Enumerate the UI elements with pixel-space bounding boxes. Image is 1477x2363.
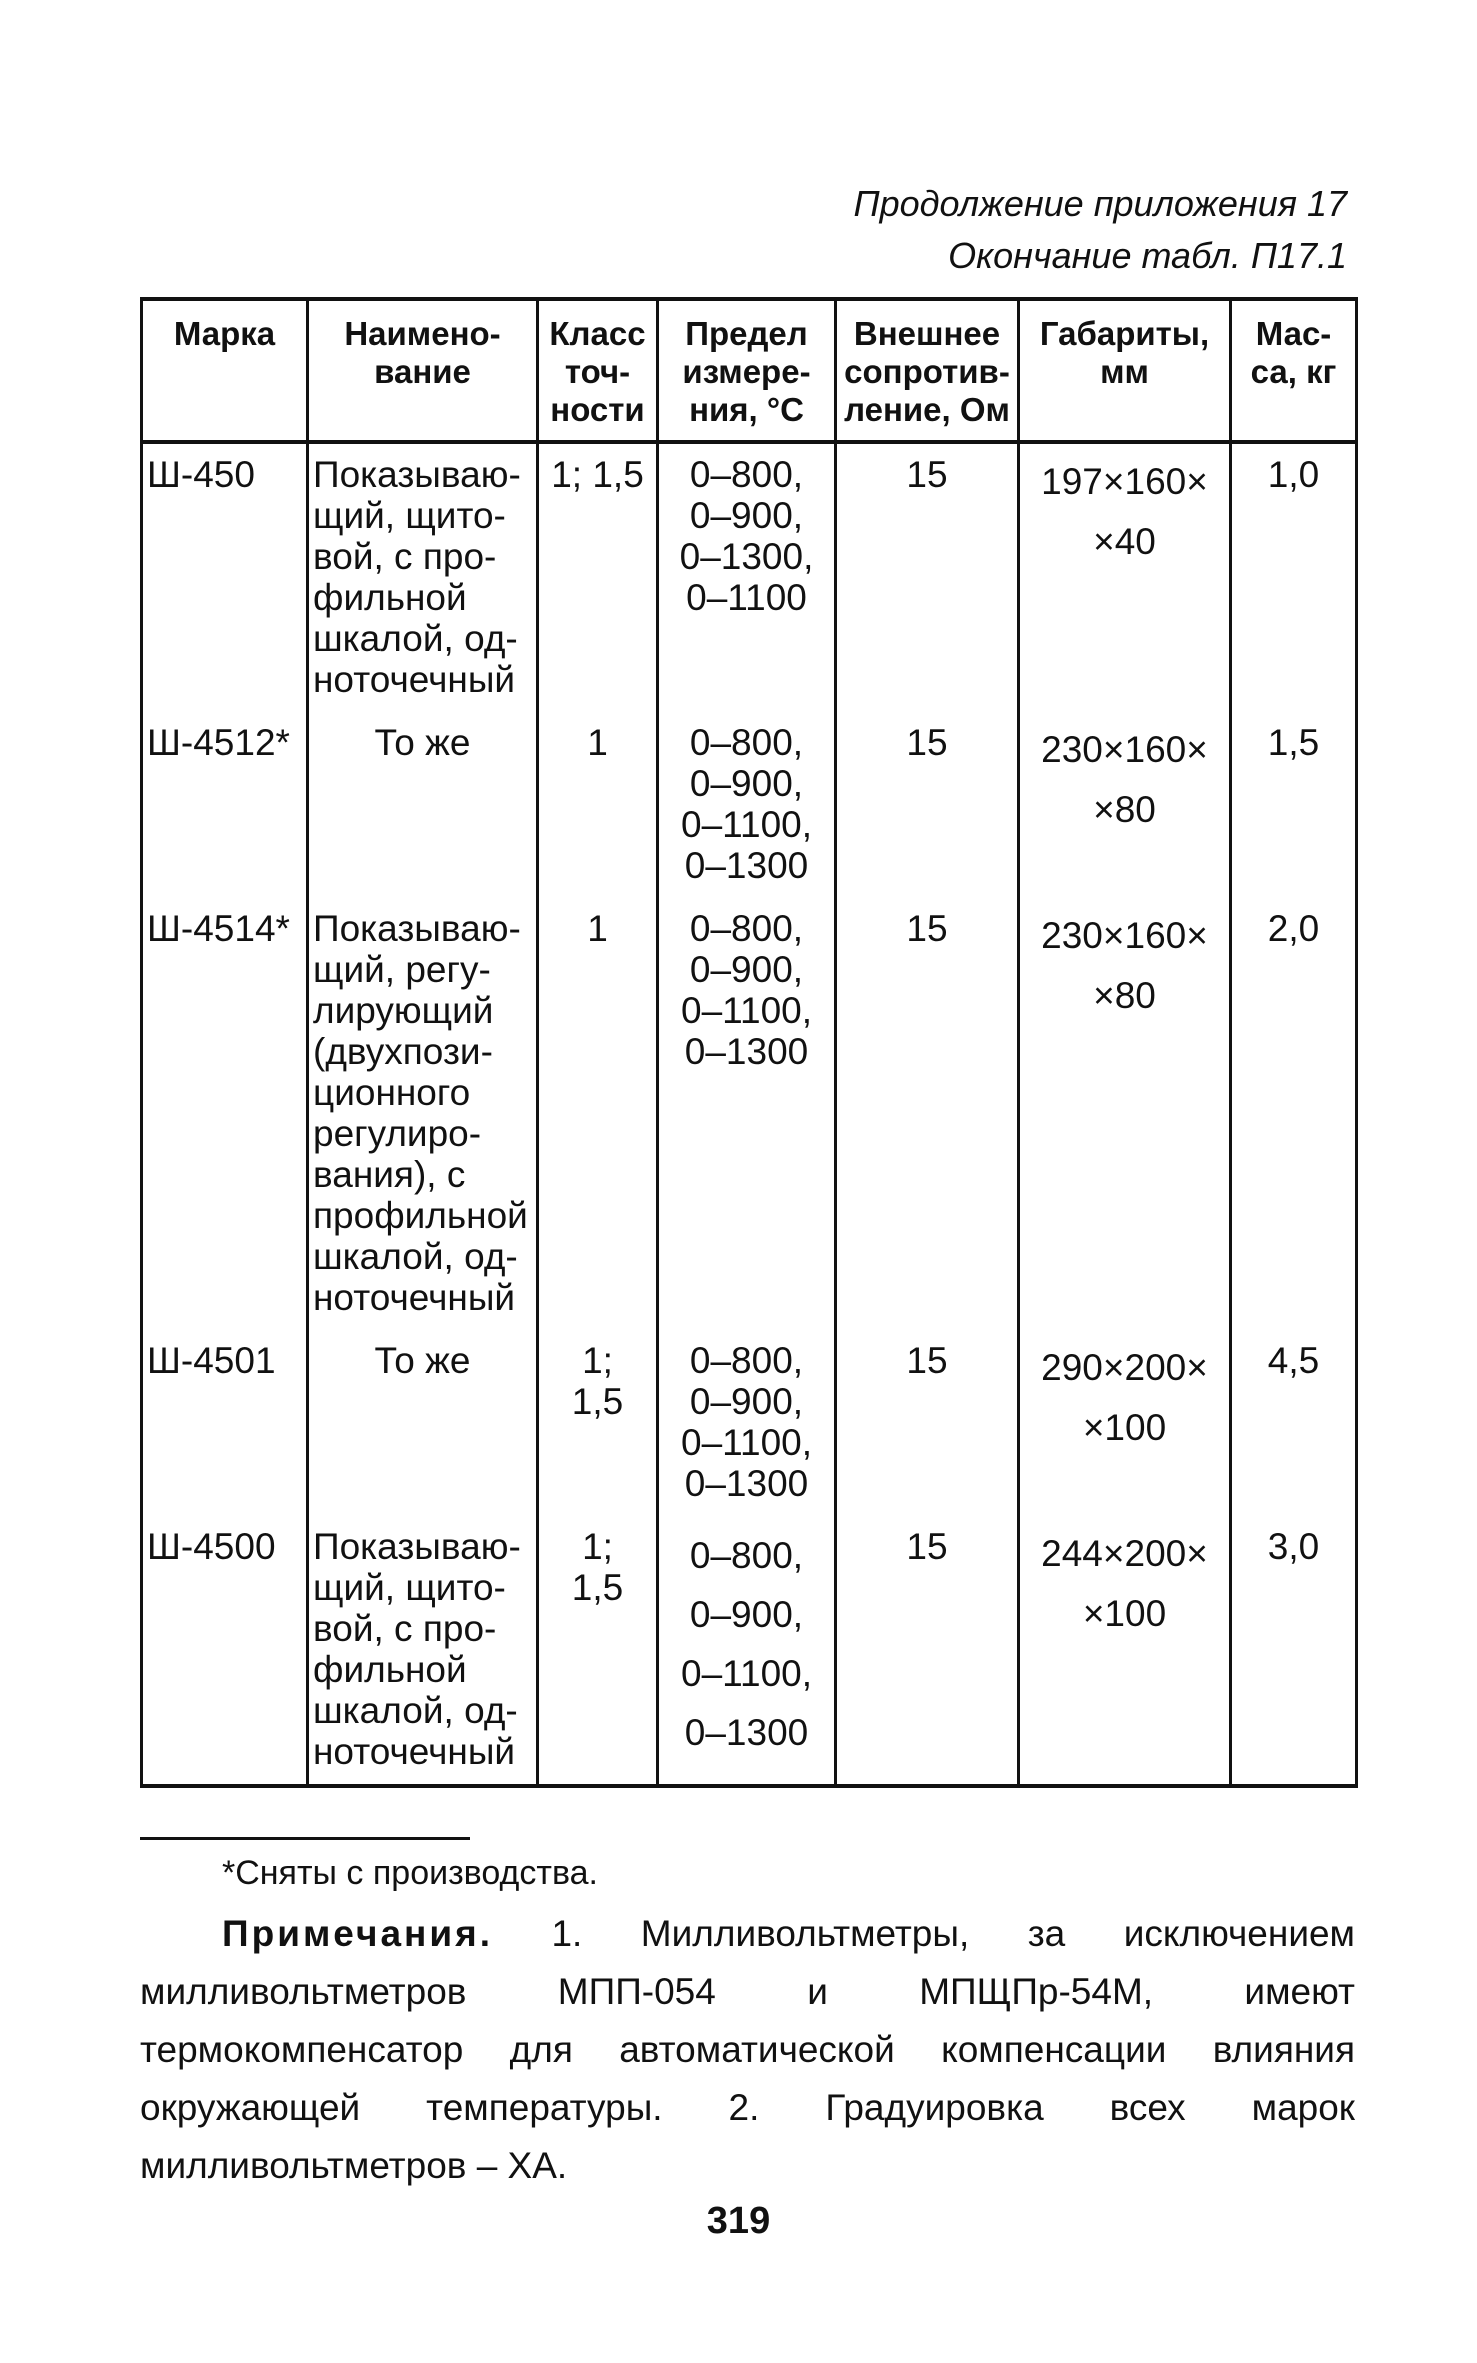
footnote: *Сняты с производства. — [222, 1854, 598, 1892]
cell-accuracy: 1; 1,5 — [538, 442, 658, 712]
millivoltmeter-table — [140, 297, 1358, 1788]
cell-accuracy: 1; 1,5 — [538, 1516, 658, 1786]
col-header-accuracy: Класс точ- ности — [538, 299, 658, 442]
notes-paragraph — [140, 1905, 1355, 2195]
cell-accuracy: 1; 1,5 — [538, 1330, 658, 1516]
col-header-dimensions: Габариты, мм — [1019, 299, 1231, 442]
cell-brand: Ш-450 — [142, 442, 308, 712]
cell-mass: 4,5 — [1231, 1330, 1357, 1516]
cell-range: 0–800, 0–900, 0–1100, 0–1300 — [658, 898, 836, 1330]
cell-range: 0–800, 0–900, 0–1300, 0–1100 — [658, 442, 836, 712]
cell-mass: 1,5 — [1231, 712, 1357, 898]
cell-dimensions: 197×160× ×40 — [1019, 442, 1231, 712]
col-header-range: Предел измере- ния, °С — [658, 299, 836, 442]
cell-resistance: 15 — [836, 442, 1019, 712]
cell-brand: Ш-4501 — [142, 1330, 308, 1516]
cell-mass: 2,0 — [1231, 898, 1357, 1330]
cell-range: 0–800, 0–900, 0–1100, 0–1300 — [658, 1516, 836, 1786]
header-table-ref: Окончание табл. П17.1 — [948, 235, 1347, 276]
cell-range: 0–800, 0–900, 0–1100, 0–1300 — [658, 712, 836, 898]
cell-mass: 3,0 — [1231, 1516, 1357, 1786]
cell-accuracy: 1 — [538, 898, 658, 1330]
cell-dimensions: 244×200× ×100 — [1019, 1516, 1231, 1786]
cell-brand: Ш-4500 — [142, 1516, 308, 1786]
col-header-resistance: Внешнее сопротив- ление, Ом — [836, 299, 1019, 442]
cell-dimensions: 290×200× ×100 — [1019, 1330, 1231, 1516]
col-header-mass: Мас- са, кг — [1231, 299, 1357, 442]
cell-brand: Ш-4512* — [142, 712, 308, 898]
header-appendix: Продолжение приложения 17 — [853, 183, 1347, 224]
notes-label: Примечания. — [222, 1913, 493, 1954]
cell-mass: 1,0 — [1231, 442, 1357, 712]
cell-resistance: 15 — [836, 712, 1019, 898]
cell-name: Показываю- щий, щито- вой, с про- фильной шкалой, од- ноточечный — [308, 442, 538, 712]
cell-name: Показываю- щий, регу- лирующий (двухпози- ционного регулиро- вания), с профильной шкалой, од- ноточечный — [308, 898, 538, 1330]
table-row — [142, 1330, 1357, 1516]
table-header-row — [142, 299, 1357, 442]
col-header-name: Наимено- вание — [308, 299, 538, 442]
cell-resistance: 15 — [836, 1330, 1019, 1516]
cell-name: Показываю- щий, щито- вой, с про- фильной шкалой, од- ноточечный — [308, 1516, 538, 1786]
table-row — [142, 442, 1357, 712]
table-row — [142, 1516, 1357, 1786]
cell-name: То же — [308, 1330, 538, 1516]
cell-dimensions: 230×160× ×80 — [1019, 712, 1231, 898]
table-row — [142, 898, 1357, 1330]
footnote-divider — [140, 1837, 470, 1840]
cell-resistance: 15 — [836, 1516, 1019, 1786]
page-number: 319 — [706, 2200, 771, 2242]
running-header — [854, 178, 1348, 282]
cell-accuracy: 1 — [538, 712, 658, 898]
cell-name: То же — [308, 712, 538, 898]
cell-brand: Ш-4514* — [142, 898, 308, 1330]
cell-resistance: 15 — [836, 898, 1019, 1330]
cell-dimensions: 230×160× ×80 — [1019, 898, 1231, 1330]
cell-range: 0–800, 0–900, 0–1100, 0–1300 — [658, 1330, 836, 1516]
col-header-brand: Марка — [142, 299, 308, 442]
table-row — [142, 712, 1357, 898]
notes-text: 1. Милливольтметры, за исключением милливольтметров МПП-054 и МПЩПр-54М, имеют термокомпенсатор для автоматической компенсации влияния окружающей температуры. 2. Градуировка всех марок милливольтметров – ХА. — [140, 1913, 1355, 2186]
